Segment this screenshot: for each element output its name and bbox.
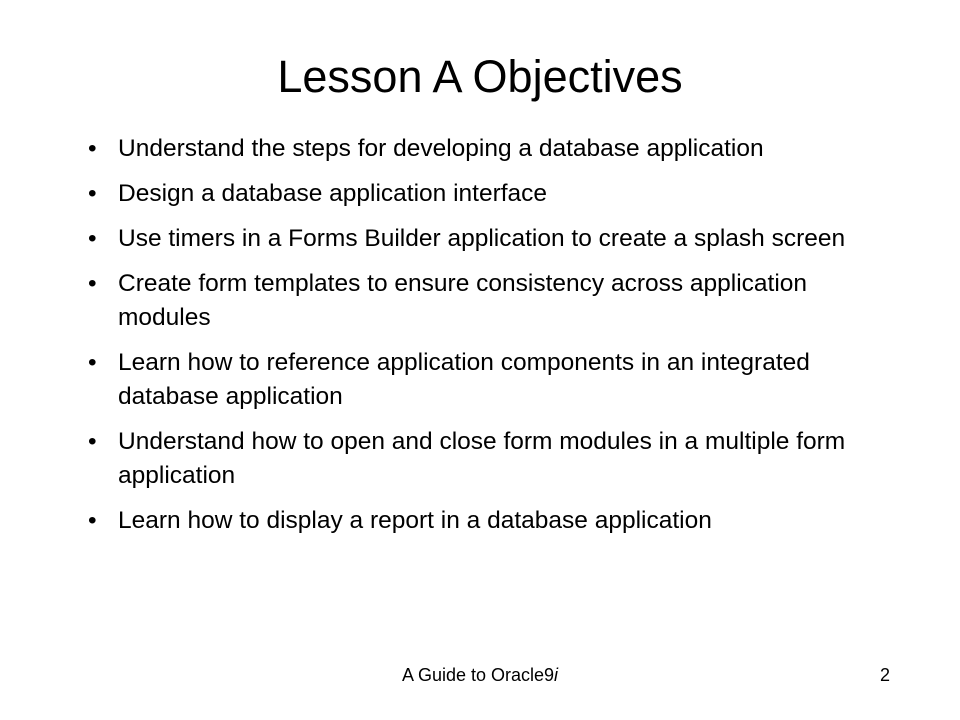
- list-item: [88, 504, 888, 538]
- list-item: [88, 222, 888, 256]
- list-item-text: Understand how to open and close form modules in a multiple form application: [118, 428, 846, 489]
- list-item-text: Learn how to reference application components in an integrated database application: [118, 349, 810, 410]
- list-item-text: Design a database application interface: [118, 180, 548, 207]
- footer-title-prefix: A Guide to Oracle9: [401, 665, 555, 685]
- footer-title-italic: i: [554, 665, 559, 685]
- bullet-icon: •: [88, 135, 97, 162]
- bullet-icon: •: [88, 225, 97, 252]
- list-item: [88, 346, 888, 414]
- bullet-icon: •: [88, 349, 97, 376]
- bullet-icon: •: [88, 180, 97, 207]
- list-item: [88, 132, 888, 166]
- bullet-icon: •: [88, 428, 97, 455]
- list-item: [88, 425, 888, 493]
- list-item-text: Use timers in a Forms Builder application to create a splash screen: [118, 225, 846, 252]
- list-item-text: Learn how to display a report in a database application: [118, 507, 712, 534]
- list-item: [88, 177, 888, 211]
- objectives-list: [88, 132, 888, 549]
- bullet-icon: •: [88, 507, 97, 534]
- bullet-icon: •: [88, 270, 97, 297]
- list-item-text: Understand the steps for developing a database application: [118, 135, 764, 162]
- slide-title: Lesson A Objectives: [277, 51, 683, 102]
- list-item: [88, 267, 888, 335]
- footer-title: [380, 664, 580, 686]
- page-number: 2: [879, 665, 890, 685]
- list-item-text: Create form templates to ensure consistency across application modules: [118, 270, 808, 331]
